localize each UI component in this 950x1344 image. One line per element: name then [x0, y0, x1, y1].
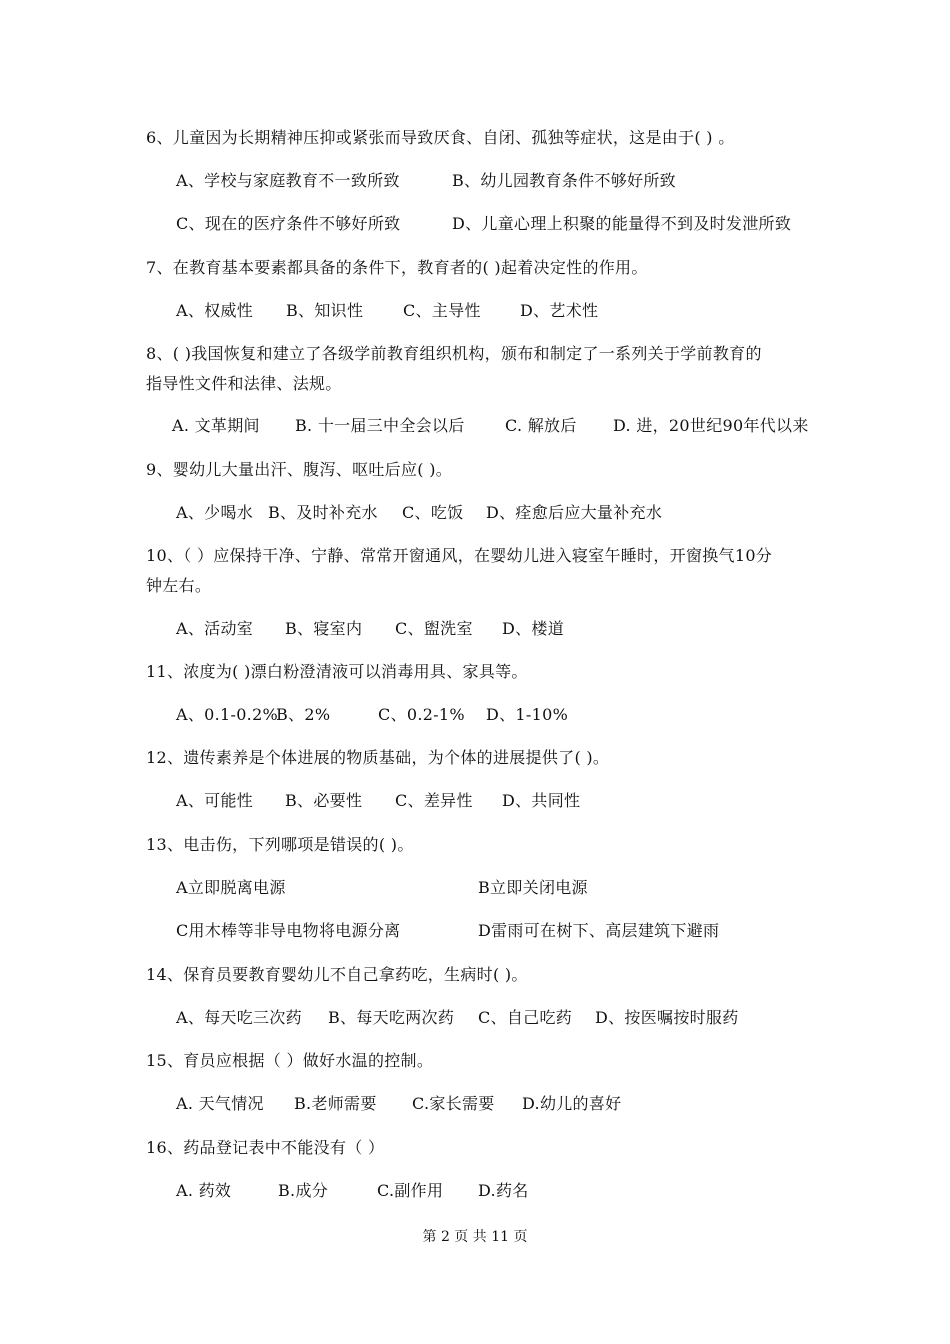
question-13-option: B立即关闭电源	[478, 878, 588, 897]
question-16-option: B.成分	[278, 1181, 329, 1200]
question-12-stem: 12、遗传素养是个体进展的物质基础，为个体的进展提供了( )。	[146, 748, 610, 767]
question-16-options-row	[0, 1181, 950, 1201]
question-13-option: C用木棒等非导电物将电源分离	[176, 921, 401, 940]
question-6-options-row	[0, 171, 950, 191]
question-14-stem: 14、保育员要教育婴幼儿不自己拿药吃，生病时( )。	[146, 965, 528, 984]
question-9-option: D、痊愈后应大量补充水	[486, 503, 663, 522]
question-11-option: A、0.1-0.2%	[176, 705, 279, 724]
question-10-option: C、盥洗室	[395, 619, 473, 638]
question-7-option: C、主导性	[403, 301, 481, 320]
question-12-options-row	[0, 791, 950, 811]
question-14-options-row	[0, 1008, 950, 1028]
question-16-option: A. 药效	[176, 1181, 232, 1200]
question-13-option: A立即脱离电源	[176, 878, 286, 897]
question-16-option: C.副作用	[377, 1181, 444, 1200]
question-13-options-row	[0, 921, 950, 941]
question-15-option: A. 天气情况	[176, 1094, 264, 1113]
question-8-option: D. 进，20世纪90年代以来	[613, 416, 809, 435]
question-7-option: A、权威性	[176, 301, 254, 320]
question-14-option: D、按医嘱按时服药	[595, 1008, 739, 1027]
question-14-option: C、自己吃药	[478, 1008, 573, 1027]
question-11-option: C、0.2-1%	[378, 705, 465, 724]
question-6-option: C、现在的医疗条件不够好所致	[176, 214, 401, 233]
question-11-option: D、1-10%	[486, 705, 569, 724]
question-8-option: C. 解放后	[505, 416, 577, 435]
question-12-option: C、差异性	[395, 791, 473, 810]
question-13-options-row	[0, 878, 950, 898]
question-7-options-row	[0, 301, 950, 321]
question-9-option: C、吃饭	[402, 503, 464, 522]
question-8-stem: 8、( )我国恢复和建立了各级学前教育组织机构，颁布和制定了一系列关于学前教育的	[146, 344, 762, 363]
question-8-options-row	[0, 416, 950, 436]
question-6-option: B、幼儿园教育条件不够好所致	[452, 171, 676, 190]
question-6-options-row	[0, 214, 950, 234]
question-12-option: D、共同性	[502, 791, 581, 810]
question-13-stem: 13、电击伤，下列哪项是错误的( )。	[146, 835, 414, 854]
question-7-option: D、艺术性	[520, 301, 599, 320]
question-10-stem: 钟左右。	[146, 576, 212, 595]
question-13-option: D雷雨可在树下、高层建筑下避雨	[478, 921, 720, 940]
question-10-stem: 10、（ ）应保持干净、宁静、常常开窗通风，在婴幼儿进入寝室午睡时，开窗换气10分	[146, 546, 773, 565]
question-9-options-row	[0, 503, 950, 523]
question-6-stem: 6、儿童因为长期精神压抑或紧张而导致厌食、自闭、孤独等症状，这是由于( ) 。	[146, 128, 735, 147]
question-10-option: B、寝室内	[285, 619, 363, 638]
question-10-option: D、楼道	[502, 619, 565, 638]
question-7-option: B、知识性	[286, 301, 364, 320]
question-15-option: D.幼儿的喜好	[522, 1094, 622, 1113]
question-11-option: B、2%	[276, 705, 331, 724]
question-15-option: B.老师需要	[294, 1094, 377, 1113]
question-15-stem: 15、育员应根据（ ）做好水温的控制。	[146, 1051, 434, 1070]
question-10-option: A、活动室	[176, 619, 254, 638]
page-footer: 第 2 页 共 11 页	[422, 1229, 528, 1245]
question-9-stem: 9、婴幼儿大量出汗、腹泻、呕吐后应( )。	[146, 460, 453, 479]
question-10-options-row	[0, 619, 950, 639]
question-6-option: D、儿童心理上积聚的能量得不到及时发泄所致	[452, 214, 792, 233]
question-6-option: A、学校与家庭教育不一致所致	[176, 171, 400, 190]
question-14-option: A、每天吃三次药	[176, 1008, 302, 1027]
question-11-options-row	[0, 705, 950, 725]
question-12-option: B、必要性	[285, 791, 363, 810]
question-8-option: B. 十一届三中全会以后	[295, 416, 465, 435]
question-9-option: B、及时补充水	[268, 503, 378, 522]
question-7-stem: 7、在教育基本要素都具备的条件下，教育者的( )起着决定性的作用。	[146, 258, 648, 277]
question-16-stem: 16、药品登记表中不能没有（ ）	[146, 1138, 385, 1157]
question-11-stem: 11、浓度为( )漂白粉澄清液可以消毒用具、家具等。	[146, 662, 528, 681]
question-15-options-row	[0, 1094, 950, 1114]
question-8-option: A. 文革期间	[172, 416, 260, 435]
question-14-option: B、每天吃两次药	[328, 1008, 455, 1027]
question-16-option: D.药名	[478, 1181, 529, 1200]
question-12-option: A、可能性	[176, 791, 254, 810]
question-15-option: C.家长需要	[412, 1094, 495, 1113]
question-9-option: A、少喝水	[176, 503, 254, 522]
question-8-stem: 指导性文件和法律、法规。	[146, 374, 342, 393]
